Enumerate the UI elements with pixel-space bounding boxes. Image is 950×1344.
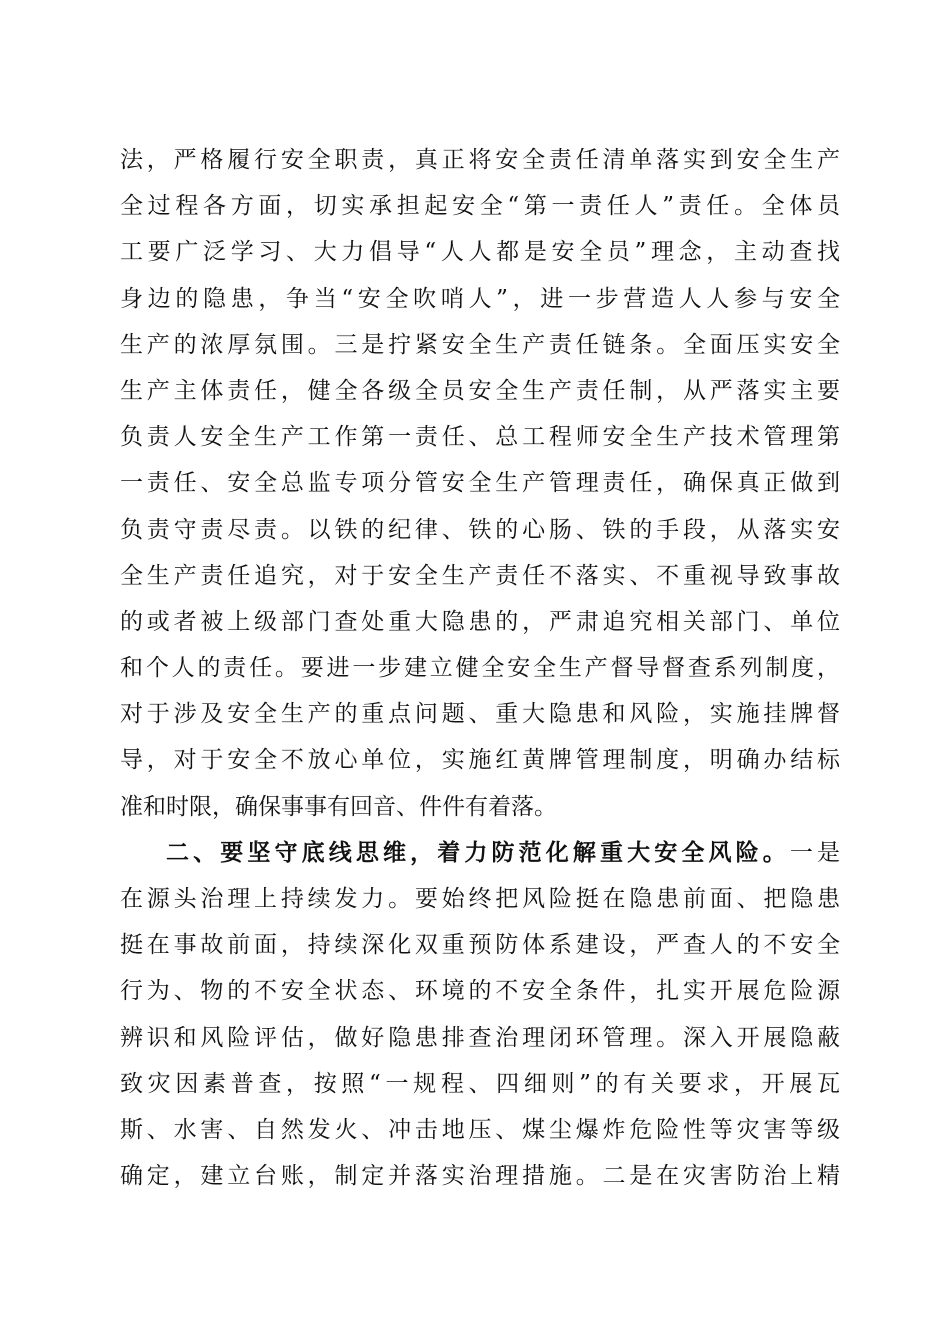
- text-line: 负责人安全生产工作第一责任、总工程师安全生产技术管理第: [120, 424, 840, 451]
- text-line: 挺在事故前面，持续深化双重预防体系建设，严查人的不安全: [120, 932, 840, 959]
- text-line: 导，对于安全不放心单位，实施红黄牌管理制度，明确办结标: [120, 747, 840, 774]
- text-line: 辨识和风险评估，做好隐患排查治理闭环管理。深入开展隐蔽: [120, 1024, 840, 1051]
- text-line: 对于涉及安全生产的重点问题、重大隐患和风险，实施挂牌督: [120, 701, 840, 728]
- text-line: 负责守责尽责。以铁的纪律、铁的心肠、铁的手段，从落实安: [120, 516, 840, 543]
- text-line: 全生产责任追究，对于安全生产责任不落实、不重视导致事故: [120, 562, 840, 589]
- text-line: 工要广泛学习、大力倡导“人人都是安全员”理念，主动查找: [120, 239, 840, 266]
- section-heading-line: [120, 830, 840, 876]
- heading-line-rest: 一是: [789, 839, 840, 866]
- text-line: 准和时限，确保事事有回音、件件有着落。: [120, 793, 557, 820]
- body-text: [120, 137, 840, 1199]
- text-line: 的或者被上级部门查处重大隐患的，严肃追究相关部门、单位: [120, 608, 840, 635]
- text-line: 在源头治理上持续发力。要始终把风险挺在隐患前面、把隐患: [120, 886, 840, 912]
- text-line: 生产的浓厚氛围。三是拧紧安全生产责任链条。全面压实安全: [120, 331, 840, 358]
- text-line: 斯、水害、自然发火、冲击地压、煤尘爆炸危险性等灾害等级: [120, 1116, 840, 1143]
- text-line: 生产主体责任，健全各级全员安全生产责任制，从严落实主要: [120, 377, 840, 404]
- section-heading: 二、要坚守底线思维，着力防范化解重大安全风险。: [166, 838, 790, 866]
- text-line: 一责任、安全总监专项分管安全生产管理责任，确保真正做到: [120, 470, 840, 497]
- text-line: 行为、物的不安全状态、环境的不安全条件，扎实开展危险源: [120, 978, 840, 1005]
- text-line: 法，严格履行安全职责，真正将安全责任清单落实到安全生产: [120, 147, 840, 173]
- text-line: 致灾因素普查，按照“一规程、四细则”的有关要求，开展瓦: [120, 1070, 840, 1097]
- text-line: 确定，建立台账，制定并落实治理措施。二是在灾害防治上精: [120, 1163, 840, 1190]
- text-line: 和个人的责任。要进一步建立健全安全生产督导督查系列制度，: [120, 655, 840, 682]
- text-line: 身边的隐患，争当“安全吹哨人”，进一步营造人人参与安全: [120, 285, 840, 312]
- text-line: 全过程各方面，切实承担起安全“第一责任人”责任。全体员: [120, 193, 840, 220]
